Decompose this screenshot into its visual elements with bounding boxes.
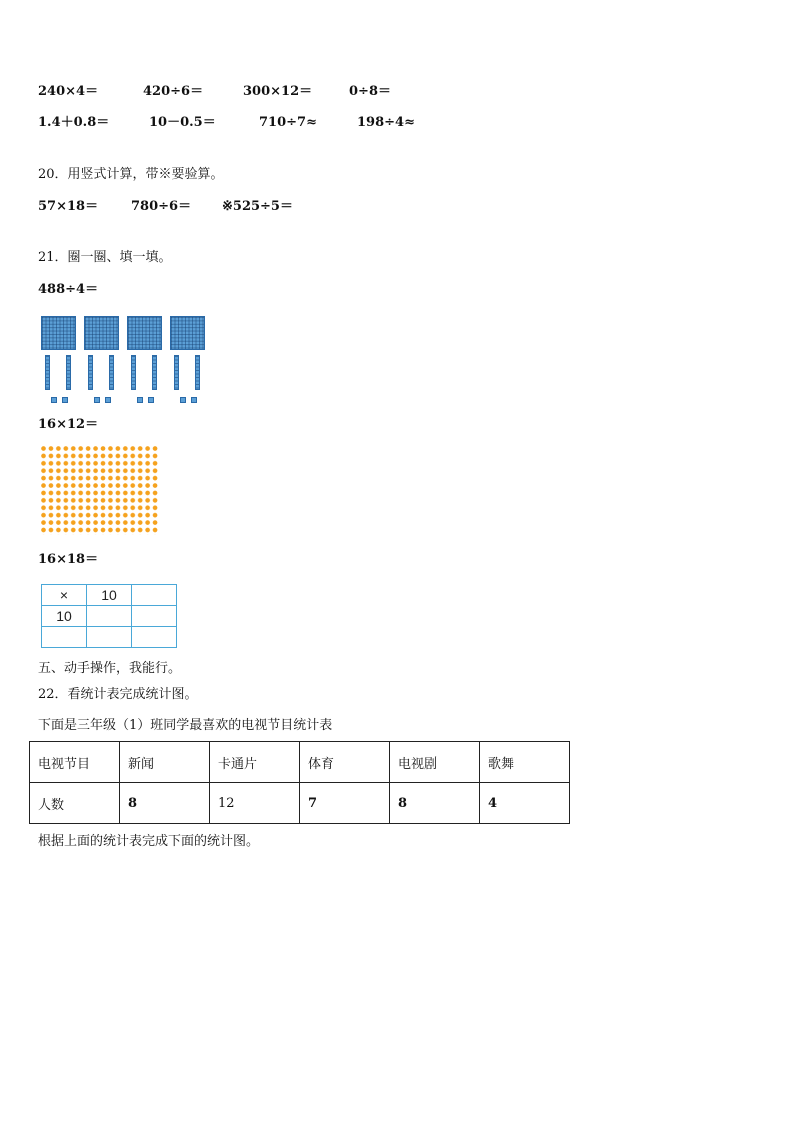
calc-row2-item-3: 710÷7≈ (259, 115, 317, 130)
unit-cube (180, 397, 186, 403)
table-row (30, 783, 570, 824)
hundred-block (41, 316, 76, 350)
table-cell[interactable] (132, 627, 177, 648)
table-cell: 8 (390, 783, 480, 824)
q22-title: 22．看统计表完成统计图。 (38, 687, 198, 702)
unit-cube (51, 397, 57, 403)
table-row (30, 742, 570, 783)
table-row (42, 585, 177, 606)
ten-rod (45, 355, 50, 390)
ten-rod (109, 355, 114, 390)
section-5-heading: 五、动手操作，我能行。 (38, 661, 182, 676)
q20-item-3: ※525÷5＝ (222, 199, 293, 214)
hundred-block (127, 316, 162, 350)
area-model-table (41, 584, 177, 648)
hundred-block (84, 316, 119, 350)
q20-item-1: 57×18＝ (38, 199, 99, 214)
hundred-block (170, 316, 205, 350)
table-cell: 8 (120, 783, 210, 824)
unit-cube (105, 397, 111, 403)
calc-row2-item-4: 198÷4≈ (357, 115, 415, 130)
table-header-cell: 体育 (300, 742, 390, 783)
table-row (42, 606, 177, 627)
unit-cube (148, 397, 154, 403)
table-cell[interactable] (87, 627, 132, 648)
q20-item-2: 780÷6＝ (131, 199, 192, 214)
table-cell: × (42, 585, 87, 606)
table-header-cell: 歌舞 (480, 742, 570, 783)
calc-row1-item-3: 300×12＝ (243, 84, 313, 99)
calc-row1-item-4: 0÷8＝ (349, 84, 391, 99)
tv-program-stat-table (29, 741, 570, 824)
calc-row2-item-2: 10－0.5＝ (149, 115, 216, 130)
q22-table-caption: 下面是三年级（1）班同学最喜欢的电视节目统计表 (38, 718, 333, 733)
unit-cube (94, 397, 100, 403)
ten-rod (195, 355, 200, 390)
table-cell: 10 (87, 585, 132, 606)
table-header-cell: 新闻 (120, 742, 210, 783)
calc-row2-item-1: 1.4＋0.8＝ (38, 115, 110, 130)
table-header-cell: 电视剧 (390, 742, 480, 783)
table-cell[interactable] (42, 627, 87, 648)
calc-row1-item-2: 420÷6＝ (143, 84, 204, 99)
table-header-cell: 电视节目 (30, 742, 120, 783)
table-cell: 10 (42, 606, 87, 627)
table-cell: 7 (300, 783, 390, 824)
table-cell: 12 (210, 783, 300, 824)
q20-title: 20．用竖式计算，带※要验算。 (38, 167, 224, 182)
unit-cube (62, 397, 68, 403)
table-cell[interactable] (87, 606, 132, 627)
table-cell: 4 (480, 783, 570, 824)
ten-rod (88, 355, 93, 390)
dot-array-figure (41, 446, 160, 535)
table-cell[interactable] (132, 585, 177, 606)
q21-expr-3: 16×18＝ (38, 552, 99, 567)
q22-instruction: 根据上面的统计表完成下面的统计图。 (38, 834, 260, 849)
table-header-cell: 卡通片 (210, 742, 300, 783)
ten-rod (66, 355, 71, 390)
ten-rod (174, 355, 179, 390)
q21-expr-2: 16×12＝ (38, 417, 99, 432)
ten-rod (131, 355, 136, 390)
q21-title: 21．圈一圈、填一填。 (38, 250, 172, 265)
unit-cube (137, 397, 143, 403)
table-cell: 人数 (30, 783, 120, 824)
calc-row1-item-1: 240×4＝ (38, 84, 99, 99)
table-row (42, 627, 177, 648)
q21-expr-1: 488÷4＝ (38, 282, 99, 297)
ten-rod (152, 355, 157, 390)
table-cell[interactable] (132, 606, 177, 627)
unit-cube (191, 397, 197, 403)
